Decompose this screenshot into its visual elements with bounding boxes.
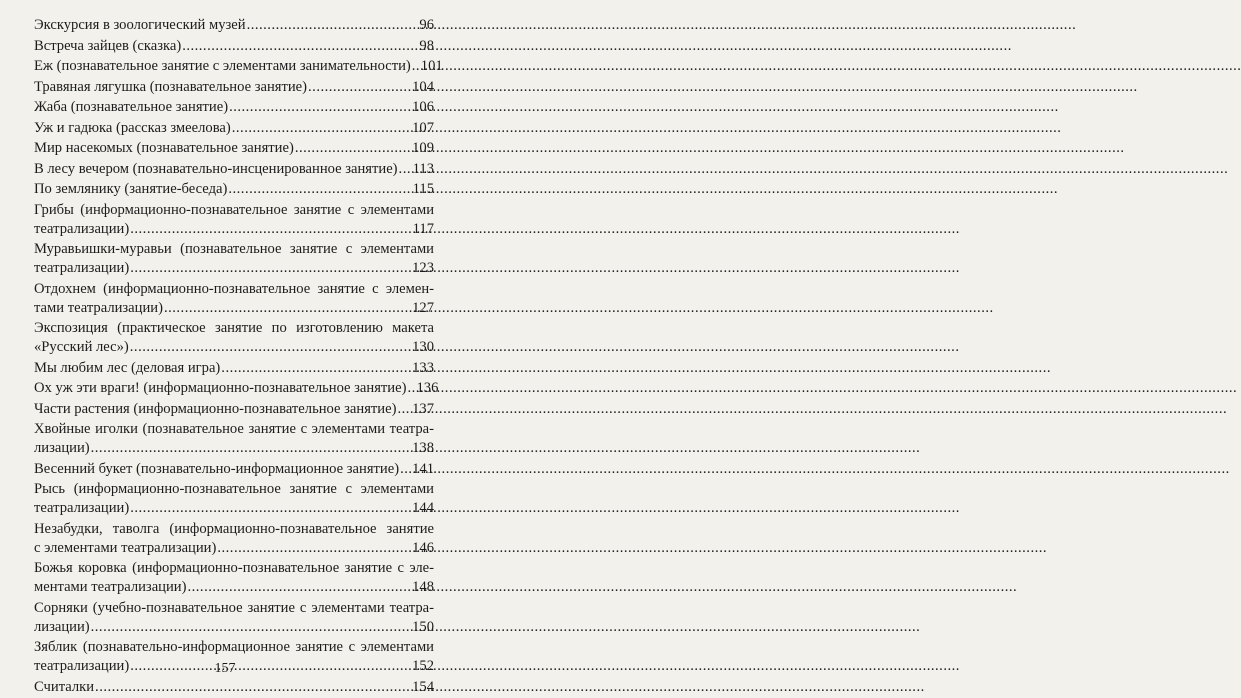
toc-entry-last-line [34, 119, 434, 138]
toc-entry-last-line [34, 379, 439, 398]
toc-page-number: 106 [412, 99, 434, 115]
toc-dot-leader [228, 180, 411, 199]
toc-entry-line [34, 559, 434, 578]
page-number: 157 [214, 661, 236, 676]
toc-entry-title: театрализации) [34, 220, 130, 237]
toc-entry-title: Ох уж эти враги! (информационно-познавательное занятие) [34, 380, 407, 396]
toc-entry [34, 480, 434, 518]
toc-dot-leader [397, 400, 411, 419]
toc-dot-leader [399, 160, 412, 179]
toc-dot-leader [130, 338, 411, 357]
toc-page-number: 107 [412, 119, 434, 136]
toc-entry-title: Мы любим лес (деловая игра) [34, 359, 221, 376]
toc-page-number: 144 [412, 500, 434, 516]
toc-dot-leader [229, 98, 411, 117]
toc-entry-last-line [34, 299, 434, 318]
toc-entry-last-line [34, 460, 434, 479]
toc-entry-title: Сорняки (учебно-познавательное занятие с элементами театра- [34, 599, 434, 616]
toc-page-number: 115 [412, 181, 434, 197]
table-of-contents [34, 16, 443, 698]
toc-entry-title: театрализации) [34, 500, 130, 516]
toc-page-number: 148 [412, 579, 434, 595]
toc-dot-leader [412, 57, 420, 76]
toc-page-number: 123 [412, 260, 434, 276]
toc-entry-title: Жаба (познавательное занятие) [34, 99, 229, 115]
toc-dot-leader [295, 139, 411, 158]
toc-entry [34, 460, 434, 479]
toc-entry [34, 379, 439, 398]
toc-entry [34, 160, 434, 179]
toc-entry-line [34, 240, 434, 259]
toc-entry-title: Хвойные иголки (познавательное занятие с элементами театра- [34, 421, 434, 437]
toc-entry-last-line [34, 678, 434, 697]
toc-entry-line [34, 638, 434, 657]
toc-entry [34, 559, 434, 597]
toc-page-number: 154 [412, 678, 434, 695]
toc-page-number: 98 [419, 37, 434, 54]
toc-entry-title: «Русский лес») [34, 339, 129, 355]
toc-entry-last-line [34, 338, 434, 357]
toc-dot-leader [400, 460, 411, 479]
toc-entry-line [34, 280, 434, 299]
toc-entry-title: Весенний букет (познавательно-информационное занятие) [34, 460, 400, 477]
toc-dot-leader [91, 618, 411, 637]
toc-entry-line [34, 520, 434, 539]
toc-entry-last-line [34, 220, 434, 239]
toc-dot-leader [232, 119, 411, 138]
toc-entry-line [34, 319, 434, 338]
toc-entry-line [34, 599, 434, 618]
toc-page-number: 104 [412, 78, 434, 95]
toc-entry [34, 400, 434, 419]
toc-entry-line [34, 420, 434, 439]
toc-dot-leader [247, 16, 419, 35]
toc-dot-leader [407, 379, 415, 398]
toc-entry-title: Части растения (информационно-познавательное занятие) [34, 400, 397, 417]
toc-entry [34, 119, 434, 138]
toc-page-number: 133 [412, 359, 434, 376]
toc-entry-last-line [34, 439, 434, 458]
toc-dot-leader [182, 37, 418, 56]
toc-entry-title: с элементами театрализации) [34, 539, 217, 556]
toc-entry-last-line [34, 578, 434, 597]
toc-entry-last-line [34, 259, 434, 278]
toc-entry-last-line [34, 618, 434, 637]
toc-dot-leader [130, 259, 411, 278]
toc-page-number: 109 [412, 140, 434, 156]
toc-entry-last-line [34, 78, 434, 97]
toc-entry-title: ментами театрализации) [34, 579, 187, 595]
toc-entry-title: театрализации) [34, 260, 130, 276]
toc-entry-last-line [34, 180, 434, 199]
toc-entry-title: лизации) [34, 440, 90, 456]
toc-dot-leader [221, 359, 411, 378]
toc-entry-title: Травяная лягушка (познавательное занятие) [34, 78, 308, 95]
toc-entry [34, 139, 434, 158]
toc-page-number: 146 [412, 539, 434, 556]
toc-entry [34, 37, 434, 56]
toc-entry-title: Рысь (информационно-познавательное занятие с элементами [34, 481, 434, 497]
toc-entry-title: Муравьишки-муравьи (познавательное занятие с элементами [34, 241, 434, 257]
toc-entry-last-line [34, 37, 434, 56]
toc-entry [34, 16, 434, 35]
toc-entry-title: Божья коровка (информационно-познавательное занятие с эле- [34, 560, 434, 576]
toc-dot-leader [130, 499, 411, 518]
toc-entry-title: Мир насекомых (познавательное занятие) [34, 140, 294, 156]
toc-page-number: 96 [419, 17, 434, 33]
toc-entry-title: Экспозиция (практическое занятие по изготовлению макета [34, 320, 434, 336]
toc-entry [34, 678, 434, 697]
toc-entry-last-line [34, 16, 434, 35]
toc-page-number: 117 [412, 220, 434, 237]
toc-entry-last-line [34, 400, 434, 419]
toc-dot-leader [130, 220, 411, 239]
toc-entry-last-line [34, 57, 443, 76]
toc-entry-title: Считалки [34, 678, 95, 695]
toc-entry-last-line [34, 499, 434, 518]
toc-entry-title: Уж и гадюка (рассказ змеелова) [34, 119, 231, 136]
toc-entry-last-line [34, 139, 434, 158]
toc-entry-title: Незабудки, таволга (информационно-познавательное занятие [34, 520, 434, 537]
toc-dot-leader [308, 78, 411, 97]
toc-entry [34, 57, 443, 76]
toc-page-number: 101 [420, 58, 443, 74]
toc-entry [34, 180, 434, 199]
toc-entry-title: Отдохнем (информационно-познавательное занятие с элемен- [34, 280, 434, 297]
toc-entry [34, 201, 434, 239]
toc-page-number: 130 [412, 339, 434, 355]
toc-entry-title: Грибы (информационно-познавательное занятие с элементами [34, 201, 434, 218]
toc-dot-leader [91, 439, 411, 458]
toc-entry [34, 240, 434, 278]
toc-entry-title: В лесу вечером (познавательно-инсценированное занятие) [34, 160, 398, 177]
toc-entry-title: По землянику (занятие-беседа) [34, 181, 228, 197]
toc-entry-title: тами театрализации) [34, 299, 163, 316]
toc-dot-leader [164, 299, 411, 318]
toc-entry [34, 359, 434, 378]
toc-entry-title: Встреча зайцев (сказка) [34, 37, 182, 54]
toc-entry-line [34, 201, 434, 220]
toc-page-number: 138 [412, 440, 434, 456]
toc-page-number: 152 [412, 658, 434, 674]
toc-entry-last-line [34, 539, 434, 558]
toc-entry [34, 78, 434, 97]
toc-page-number: 137 [412, 400, 434, 417]
toc-entry [34, 280, 434, 318]
toc-entry [34, 599, 434, 637]
toc-page-number: 113 [412, 160, 434, 177]
toc-page-number: 141 [412, 460, 434, 477]
toc-dot-leader [95, 678, 411, 697]
toc-entry-title: лизации) [34, 618, 90, 635]
toc-entry [34, 319, 434, 357]
toc-entry-line [34, 480, 434, 499]
toc-page-number: 150 [412, 618, 434, 635]
toc-entry-title: Экскурсия в зоологический музей [34, 17, 246, 33]
toc-entry [34, 98, 434, 117]
toc-page-number: 136 [416, 380, 439, 396]
toc-entry [34, 420, 434, 458]
toc-page-number: 127 [412, 299, 434, 316]
toc-entry-last-line [34, 98, 434, 117]
toc-entry-last-line [34, 160, 434, 179]
toc-entry [34, 520, 434, 558]
toc-entry-title: театрализации) [34, 658, 130, 674]
toc-entry-title: Еж (познавательное занятие с элементами занимательности) [34, 58, 411, 74]
toc-dot-leader [217, 539, 411, 558]
toc-entry-title: Зяблик (познавательно-информационное занятие с элементами [34, 639, 434, 655]
toc-entry-last-line [34, 359, 434, 378]
toc-dot-leader [187, 578, 411, 597]
